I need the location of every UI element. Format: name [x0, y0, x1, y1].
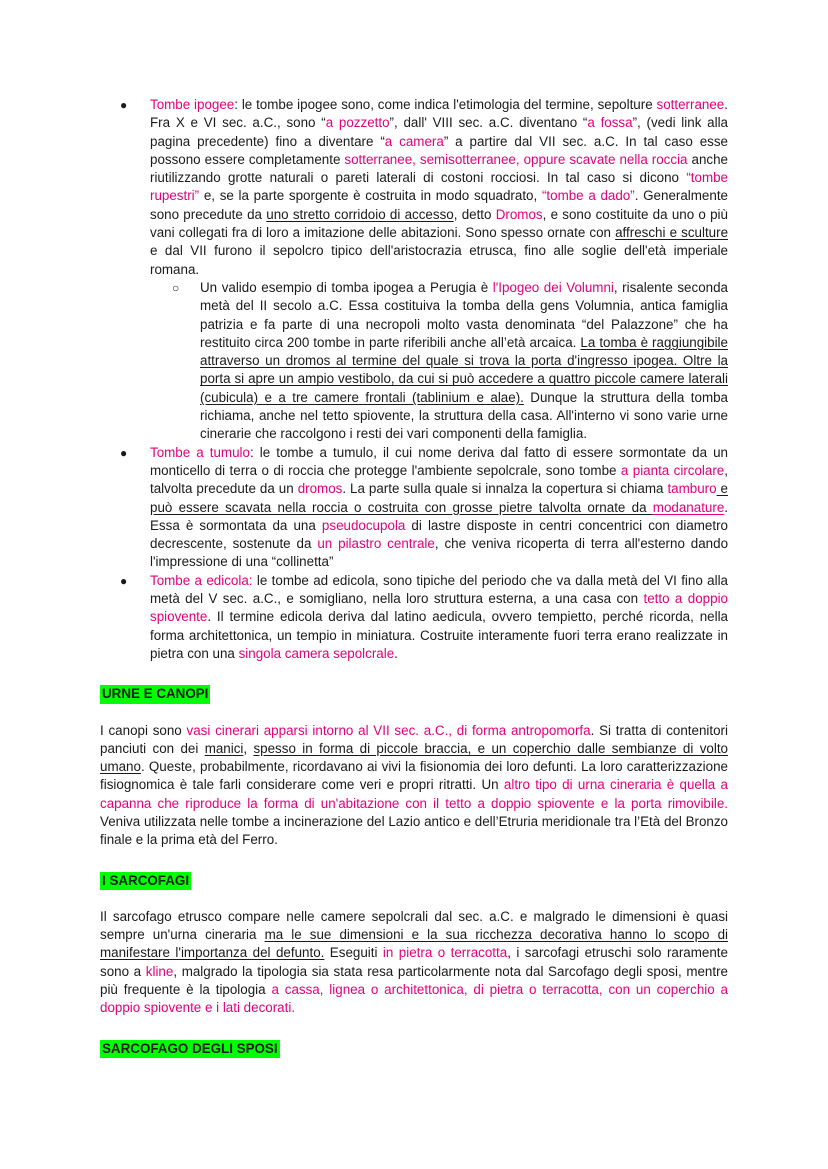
text-run: ” a partire dal VII sec. a.C. In tal caso esse possono essere completamente [150, 133, 728, 167]
text-run: di lastre disposte in centri concentrici con diametro decrescente, sostenute da [150, 517, 728, 552]
text-run: . Il termine edicola deriva dal latino aedicula, ovvero tempietto, perché ricorda, nella forma architettonica, un tempio in miniatura. Costruite interamente fuori terra erano realizzate in pietra con una [150, 609, 728, 661]
text-run: altro tipo di urna cineraria è quella a capanna che riproduce la forma di un'abitazione con il tetto a doppio spiovente e la porta rimovibile. [100, 777, 729, 811]
text-run: e, se la parte sporgente è costruita in modo squadrato, [199, 188, 542, 204]
text-run: , che veniva ricoperta di terra all'esterno dando l'impressione di una “collinetta” [150, 536, 729, 570]
text-run: , detto [453, 206, 496, 222]
text-run: La tomba è raggiungibile attraverso un dromos al termine del quale si trova la porta d'ingresso ipogea. Oltre la porta si apre un ampio vestibolo, da cui si può accedere a quattro piccole camere laterali (cubicula) e a tre camere frontali (tablinium e alae). [200, 334, 728, 405]
text-run: : le tombe ipogee sono, come indica l'etimologia del termine, sepolture [234, 97, 657, 112]
text-run: , talvolta precedute da un [150, 462, 728, 497]
heading-urne-e-canopi: URNE E CANOPI [100, 685, 210, 703]
heading-sarcofagi: I SARCOFAGI [100, 872, 191, 890]
paragraph-ipogee [150, 97, 728, 277]
paragraph-edicola [150, 573, 728, 661]
sublist-volumni [150, 279, 728, 444]
text-run: Un valido esempio di tomba ipogea a Perugia è [200, 279, 493, 295]
text-run: Tombe a tumulo [150, 444, 250, 460]
paragraph-volumni [200, 280, 728, 441]
list-item-edicola [100, 572, 728, 663]
text-run: a cassa, lignea o architettonica, di pietra o terracotta, con un coperchio a doppio spiovente e i lati decorati. [100, 982, 728, 1016]
heading-sarcofago-degli-sposi: SARCOFAGO DEGLI SPOSI [100, 1040, 280, 1058]
text-run: kline [145, 963, 174, 979]
text-run: . Si tratta di contenitori panciuti con dei [100, 722, 728, 756]
text-run: Dromos [495, 206, 543, 222]
text-run: le tombe ad edicola, sono tipiche del periodo che va dalla metà del VI fino alla metà del V sec. a.C., e somigliano, nella loro struttura esterna, a una casa con [150, 572, 728, 607]
text-run: Veniva utilizzata nelle tombe a incinerazione del Lazio antico e dell’Etruria meridionale tra l’Età del Bronzo finale e la prima età del Ferro. [100, 813, 728, 848]
text-run: , e sono costituite da uno o più vani collegati fra di loro a imitazione delle abitazioni. Sono spesso ornate con [150, 206, 728, 241]
text-run: . La parte sulla quale si innalza la copertura si chiama [342, 481, 668, 497]
text-run: singola camera sepolcrale [238, 645, 395, 661]
text-run: affreschi e sculture [615, 225, 729, 241]
text-run: . [394, 645, 398, 661]
text-run: modanature [652, 499, 725, 515]
text-run: , risalente seconda metà del II secolo a.C. Essa costituiva la tomba della gens Volumnia, antica famiglia patrizia e fa parte di una necropoli molto vasta denominata “del Palazzone” che ha restituito circa 200 tombe in parte riferibili anche all’età arcaica. [200, 279, 728, 350]
text-run: ma le sue dimensioni e la sua ricchezza decorativa hanno lo scopo di manifestare l'importanza del defunto. [100, 927, 728, 961]
text-run: ”, (vedi link alla pagina precedente) fino a diventare “ [150, 115, 728, 149]
text-run: e dal VII furono il sepolcro tipico dell'aristocrazia etrusca, fino alle soglie dell'età imperiale romana. [150, 243, 728, 277]
text-run: tamburo [667, 481, 717, 497]
text-run: Tombe a edicola: [150, 572, 253, 588]
text-run: , i sarcofagi etruschi solo raramente sono a [100, 945, 728, 979]
text-run: Il sarcofago etrusco compare nelle camere sepolcrali dal sec. a.C. e malgrado le dimensioni è quasi sempre un'urna cineraria [100, 908, 728, 943]
text-run: spesso in forma di piccole braccia, e un coperchio dalle sembianze di volto umano [100, 740, 728, 775]
text-run: sotterranee, semisotterranee, oppure scavate nella roccia [344, 151, 688, 167]
text-run: “tombe a dado” [541, 188, 635, 204]
list-item-volumni [150, 279, 728, 444]
text-run: , [243, 740, 254, 756]
text-run: : le tombe a tumulo, il cui nome deriva dal fatto di essere sormontate da un monticello di terra o di roccia che protegge l'ambiente sepolcrale, sono tombe [150, 444, 728, 478]
text-run: in pietra o terracotta [382, 945, 508, 961]
text-run: e può essere scavata nella roccia o costruita con grosse pietre talvolta ornate da [150, 481, 728, 515]
text-run: . Fra X e VI sec. a.C., sono “ [150, 97, 728, 131]
text-run: a pianta circolare [620, 462, 725, 478]
document-page [100, 96, 728, 1058]
text-run: . Essa è sormontata da una [150, 499, 728, 533]
text-run: a fossa [587, 115, 633, 131]
text-run: sotterranee [656, 97, 725, 112]
paragraph-sarcofagi [100, 908, 728, 1018]
text-run: . Generalmente sono precedute da [150, 188, 728, 222]
paragraph-urne [100, 722, 728, 850]
paragraph-tumulo [150, 445, 728, 570]
text-run: uno stretto corridoio di accesso [266, 206, 454, 222]
circle-bullet-icon: ○ [172, 280, 180, 295]
text-run: Eseguiti [324, 945, 383, 961]
bullet-icon: ● [120, 98, 128, 112]
text-run: anche riutilizzando grotte naturali o pareti laterali di costoni rocciosi. In tal caso si dicono [150, 151, 728, 186]
text-run: . Queste, probabilmente, ricordavano ai vivi la fisionomia dei loro defunti. La loro caratterizzazione fisiognomica è tale farli considerare come veri e propri ritratti. Un [100, 759, 728, 793]
text-run: “tombe rupestri” [150, 170, 728, 204]
text-run: Dunque la struttura della tomba richiama, anche nel tetto spiovente, la struttura della casa. All'interno vi sono varie urne cinerarie che raccolgono i resti dei vari componenti della famiglia. [200, 389, 728, 442]
text-run: l'Ipogeo dei Volumni [492, 279, 614, 295]
text-run: dromos [297, 481, 343, 497]
tomb-types-list [100, 96, 728, 663]
text-run: , malgrado la tipologia sia stata resa particolarmente nota dal Sarcofago degli sposi, mentre più frequente è la tipologia [100, 963, 728, 998]
bullet-icon: ● [120, 573, 128, 588]
text-run: manici [204, 740, 244, 756]
text-run: ”, dall' VIII sec. a.C. diventano “ [389, 115, 588, 131]
list-item-tumulo [100, 444, 728, 572]
text-run: a camera [384, 133, 444, 149]
text-run: tetto a doppio spiovente [150, 591, 728, 625]
text-run: a pozzetto [325, 115, 390, 131]
text-run: vasi cinerari apparsi intorno al VII sec. a.C., di forma antropomorfa [186, 722, 591, 738]
text-run: Tombe ipogee [150, 97, 235, 112]
list-item-ipogee [100, 96, 728, 444]
text-run: pseudocupola [321, 517, 406, 533]
text-run: un pilastro centrale [317, 536, 435, 552]
text-run: I canopi sono [100, 722, 187, 738]
bullet-icon: ● [120, 445, 128, 460]
